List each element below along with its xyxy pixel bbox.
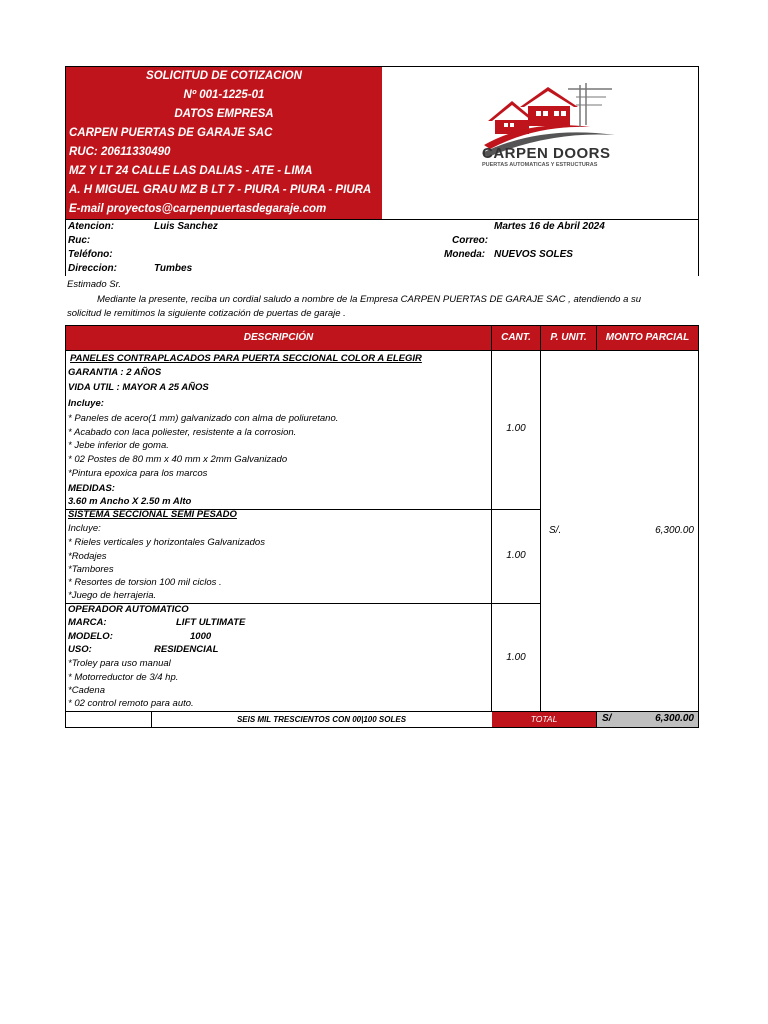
item-line: *Rodajes xyxy=(68,551,107,562)
company-address-piura: A. H MIGUEL GRAU MZ B LT 7 - PIURA - PIURA - PIURA xyxy=(69,184,372,196)
item-medidas-label: MEDIDAS: xyxy=(68,483,115,494)
document-title: SOLICITUD DE COTIZACION xyxy=(146,70,302,82)
item-title: PANELES CONTRAPLACADOS PARA PUERTA SECCIONAL COLOR A ELEGIR xyxy=(70,353,422,364)
item-marca-value: LIFT ULTIMATE xyxy=(176,617,246,628)
item-line: *Troley para uso manual xyxy=(68,658,171,669)
quote-date: Martes 16 de Abril 2024 xyxy=(494,221,605,232)
total-in-words: SEIS MIL TRESCIENTOS CON 00|100 SOLES xyxy=(236,715,407,724)
item-incluye: Incluye: xyxy=(68,523,101,534)
logo-box xyxy=(382,66,699,220)
logo-tagline: PUERTAS AUTOMATICAS Y ESTRUCTURAS xyxy=(482,162,598,168)
document-number: Nº 001-1225-01 xyxy=(183,89,265,101)
total-amount: 6,300.00 xyxy=(655,713,694,724)
item-title: SISTEMA SECCIONAL SEMI PESADO xyxy=(68,509,237,520)
unit-currency: S/. xyxy=(549,525,562,536)
item-line: *Cadena xyxy=(68,685,105,696)
item-uso-value: RESIDENCIAL xyxy=(154,644,219,655)
header-unit-price: P. UNIT. xyxy=(541,326,596,350)
item-qty: 1.00 xyxy=(506,652,526,663)
item-medidas-value: 3.60 m Ancho X 2.50 m Alto xyxy=(68,496,192,507)
atencion-value: Luis Sanchez xyxy=(154,221,218,232)
total-currency: S/ xyxy=(602,713,612,724)
item-line: * Acabado con laca poliester, resistente a la corrosion. xyxy=(68,427,297,438)
direccion-label: Direccion: xyxy=(68,263,117,274)
intro-line-1: Mediante la presente, reciba un cordial saludo a nombre de la Empresa CARPEN PUERTAS DE GARAJE SAC , atendiendo a su xyxy=(97,294,642,305)
company-email: E-mail proyectos@carpenpuertasdegaraje.com xyxy=(69,203,327,215)
direccion-value: Tumbes xyxy=(154,263,193,274)
company-header xyxy=(65,66,383,220)
item-line: * Jebe inferior de goma. xyxy=(68,440,169,451)
correo-label: Correo: xyxy=(452,235,489,246)
company-address-lima: MZ Y LT 24 CALLE LAS DALIAS - ATE - LIMA xyxy=(69,165,313,177)
telefono-label: Teléfono: xyxy=(68,249,113,260)
quote-table xyxy=(65,325,699,728)
item-garantia: GARANTIA : 2 AÑOS xyxy=(68,367,162,378)
item-qty: 1.00 xyxy=(506,550,526,561)
moneda-value: NUEVOS SOLES xyxy=(494,249,573,260)
item-modelo-label: MODELO: xyxy=(68,631,113,642)
header-amount: MONTO PARCIAL xyxy=(597,326,698,350)
total-label: TOTAL xyxy=(492,712,596,727)
partial-amount: 6,300.00 xyxy=(655,525,694,536)
header-qty: CANT. xyxy=(492,326,540,350)
item-line: * 02 Postes de 80 mm x 40 mm x 2mm Galvanizado xyxy=(68,454,288,465)
greeting: Estimado Sr. xyxy=(67,279,122,290)
company-ruc: RUC: 20611330490 xyxy=(69,146,171,158)
item-marca-label: MARCA: xyxy=(68,617,107,628)
item-line: * Paneles de acero(1 mm) galvanizado con alma de poliuretano. xyxy=(68,413,339,424)
intro-line-2: solicitud le remitimos la siguiente cotización de puertas de garaje . xyxy=(67,308,346,319)
item-line: * Resortes de torsion 100 mil ciclos . xyxy=(68,577,222,588)
client-info xyxy=(65,220,699,276)
logo-brand-name: CARPEN DOORS xyxy=(482,145,611,162)
item-title: OPERADOR AUTOMATICO xyxy=(68,604,189,615)
item-line: * 02 control remoto para auto. xyxy=(68,698,194,709)
moneda-label: Moneda: xyxy=(444,249,486,260)
item-qty: 1.00 xyxy=(506,423,526,434)
header-description: DESCRIPCIÓN xyxy=(66,326,491,350)
item-line: *Juego de herrajeria. xyxy=(68,590,157,601)
atencion-label: Atencion: xyxy=(68,221,115,232)
company-name: CARPEN PUERTAS DE GARAJE SAC xyxy=(69,127,273,139)
item-line: * Rieles verticales y horizontales Galvanizados xyxy=(68,537,265,548)
section-title: DATOS EMPRESA xyxy=(174,108,274,120)
item-modelo-value: 1000 xyxy=(190,631,212,642)
item-incluye: Incluye: xyxy=(68,398,104,409)
item-line: * Motorreductor de 3/4 hp. xyxy=(68,672,179,683)
item-vida-util: VIDA UTIL : MAYOR A 25 AÑOS xyxy=(68,382,209,393)
item-line: *Pintura epoxica para los marcos xyxy=(68,468,208,479)
ruc-label: Ruc: xyxy=(68,235,91,246)
item-line: *Tambores xyxy=(68,564,114,575)
item-uso-label: USO: xyxy=(68,644,92,655)
